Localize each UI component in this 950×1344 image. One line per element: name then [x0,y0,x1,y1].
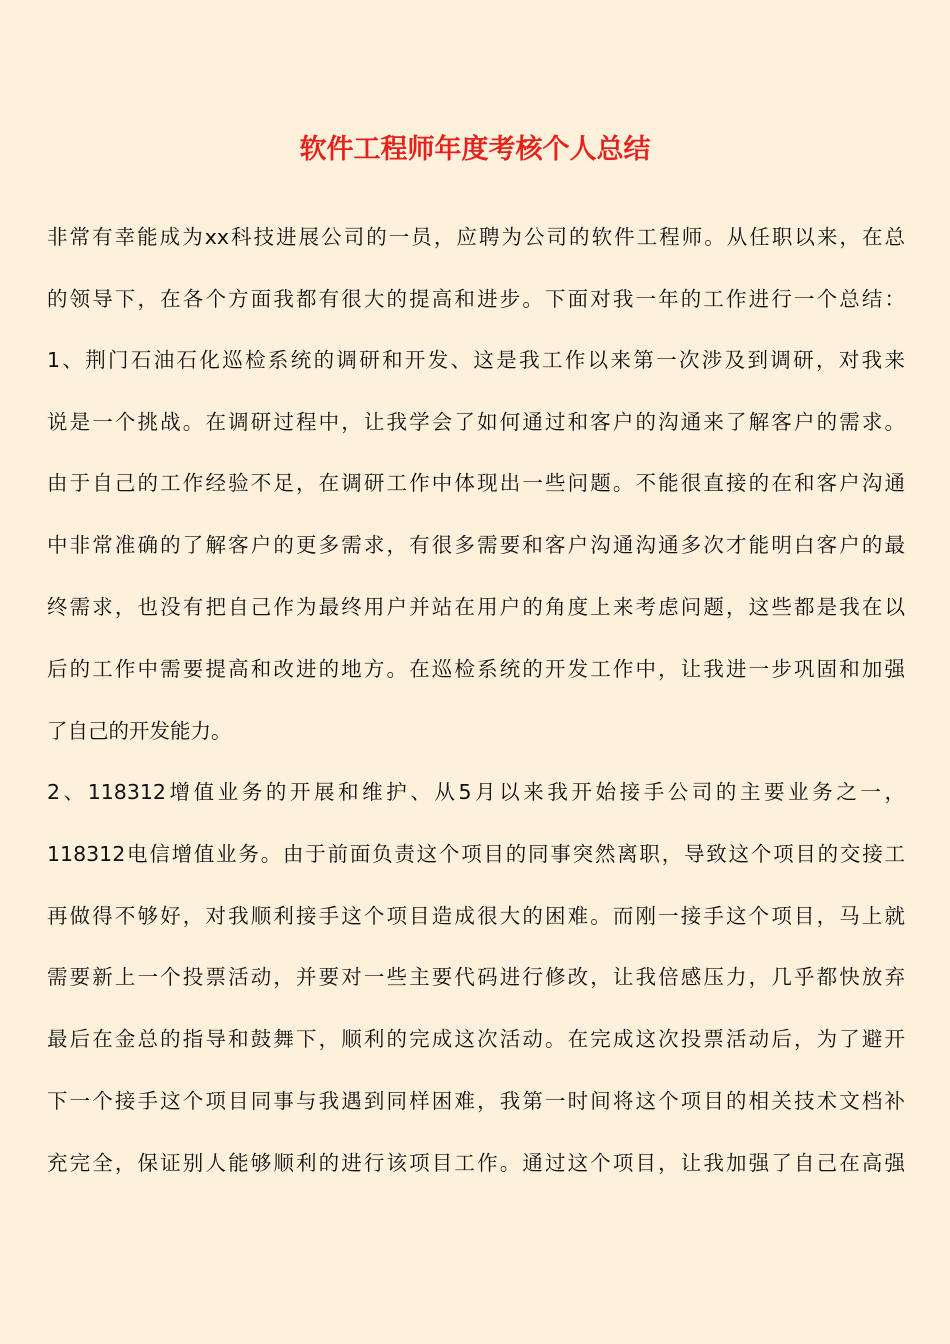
paragraph-line: 1、荆门石油石化巡检系统的调研和开发、这是我工作以来第一次涉及到调研，对我来 [47,348,905,372]
paragraph-line: 充完全，保证别人能够顺利的进行该项目工作。通过这个项目，让我加强了自己在高强 [47,1151,905,1175]
paragraph-line: 再做得不够好，对我顺利接手这个项目造成很大的困难。而刚一接手这个项目，马上就 [47,904,905,928]
paragraph-line: 由于自己的工作经验不足，在调研工作中体现出一些问题。不能很直接的在和客户沟通 [47,471,905,495]
paragraph-line: 中非常准确的了解客户的更多需求，有很多需要和客户沟通沟通多次才能明白客户的最 [47,533,905,557]
document-title: 软件工程师年度考核个人总结 [299,134,651,165]
paragraph-line: 2、118312增值业务的开展和维护、从5月以来我开始接手公司的主要业务之一， [47,780,905,804]
paragraph-line: 下一个接手这个项目同事与我遇到同样困难，我第一时间将这个项目的相关技术文档补 [47,1089,905,1113]
paragraph-line: 的领导下，在各个方面我都有很大的提高和进步。下面对我一年的工作进行一个总结： [47,287,905,311]
paragraph-line: 需要新上一个投票活动，并要对一些主要代码进行修改，让我倍感压力，几乎都快放弃 [47,965,905,989]
paragraph-line: 了自己的开发能力。 [47,719,232,743]
paragraph-line: 终需求，也没有把自己作为最终用户并站在用户的角度上来考虑问题，这些都是我在以 [47,595,905,619]
paragraph-line: 118312电信增值业务。由于前面负责这个项目的同事突然离职，导致这个项目的交接工 [47,842,905,866]
paragraph-line: 后的工作中需要提高和改进的地方。在巡检系统的开发工作中，让我进一步巩固和加强 [47,657,905,681]
paragraph-line: 非常有幸能成为xx科技进展公司的一员，应聘为公司的软件工程师。从任职以来，在总 [47,225,905,249]
paragraph-line: 最后在金总的指导和鼓舞下，顺利的完成这次活动。在完成这次投票活动后，为了避开 [47,1027,905,1051]
paragraph-line: 说是一个挑战。在调研过程中，让我学会了如何通过和客户的沟通来了解客户的需求。 [47,410,905,434]
